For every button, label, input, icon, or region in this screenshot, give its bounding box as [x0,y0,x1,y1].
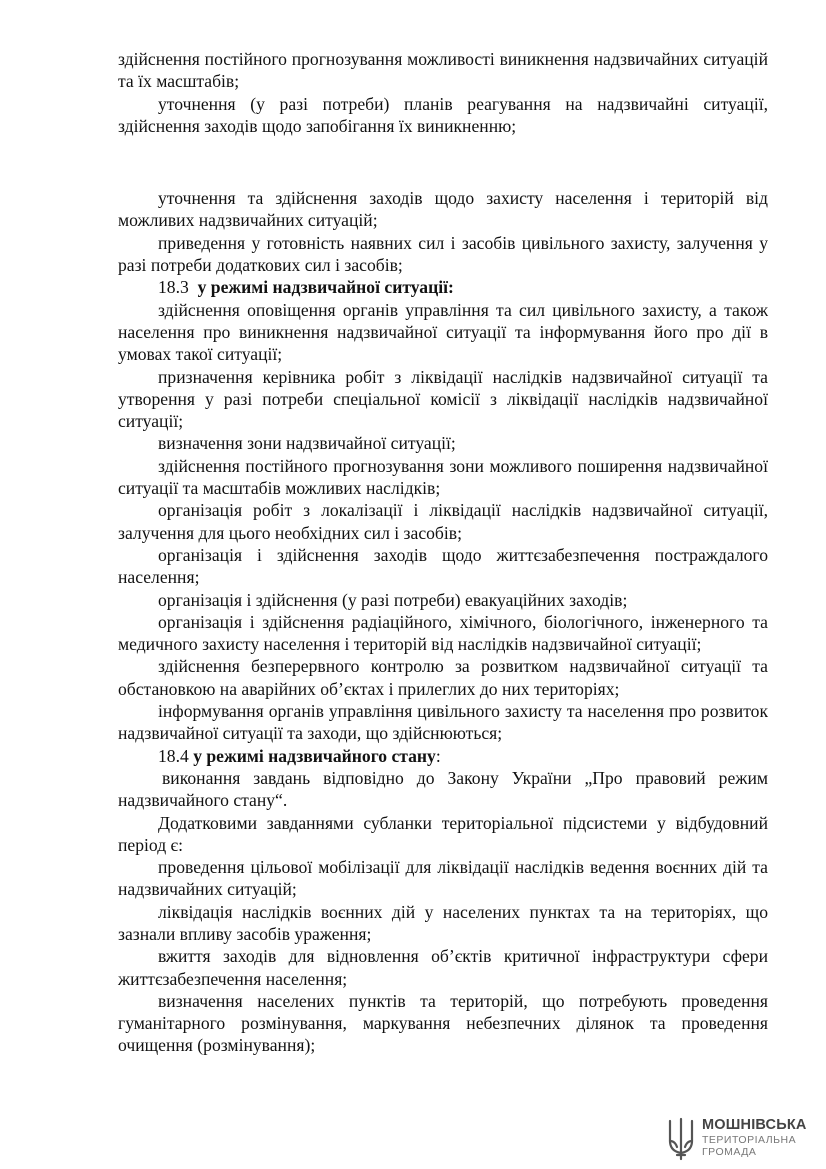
paragraph: ліквідація наслідків воєнних дій у населених пунктах та на територіях, що зазнали впливу засобів ураження; [118,901,768,944]
paragraph: інформування органів управління цивільного захисту та населення про розвиток надзвичайної ситуації та заходи, що здійснюються; [118,701,768,744]
paragraph: організація і здійснення радіаційного, хімічного, біологічного, інженерного та медичного захисту населення і територій від наслідків надзвичайної ситуації; [118,611,768,655]
paragraph: виконання завдань відповідно до Закону України „Про правовий режим надзвичайного стану“. [118,767,768,811]
logo-line2: ТЕРИТОРІАЛЬНА [702,1134,797,1146]
paragraph: Додатковими завданнями субланки територіальної підсистеми у відбудовний період є: [118,812,768,855]
paragraph: приведення у готовність наявних сил і засобів цивільного захисту, залучення у разі потреби додаткових сил і засобів; [118,232,768,276]
community-logo [666,1115,816,1163]
logo-title: МОШНІВСЬКА [702,1117,807,1133]
section-heading-18-3 [118,276,768,298]
paragraph: організація і здійснення заходів щодо життєзабезпечення постраждалого населення; [118,544,768,588]
paragraph: призначення керівника робіт з ліквідації наслідків надзвичайної ситуації та утворення у разі потреби спеціальної комісії з ліквідації наслідків надзвичайної ситуації; [118,366,768,432]
paragraph: організація і здійснення (у разі потреби) евакуаційних заходів; [158,589,628,610]
paragraph: здійснення оповіщення органів управління та сил цивільного захисту, а також населення про виникнення надзвичайної ситуації та інформування його про дії в умовах такої ситуації; [118,299,768,365]
paragraph: організація робіт з локалізації і ліквідації наслідків надзвичайної ситуації, залучення для цього необхідних сил і засобів; [118,500,768,543]
logo-subtitle [702,1134,796,1158]
spacer [118,137,768,187]
section-number: 18.3 [158,277,189,298]
paragraph: визначення населених пунктів та територій, що потребують проведення гуманітарного розмінування, маркування небезпечних ділянок та проведення очищення (розмінування); [118,990,768,1056]
section-colon: : [435,745,441,766]
section-number: 18.4 [158,745,189,766]
paragraph: уточнення та здійснення заходів щодо захисту населення і територій від можливих надзвичайних ситуацій; [118,188,768,231]
section-title: у режимі надзвичайної ситуації: [197,277,454,298]
paragraph: здійснення постійного прогнозування зони можливого поширення надзвичайної ситуації та масштабів можливих наслідків; [118,455,768,499]
paragraph: здійснення безперервного контролю за розвитком надзвичайної ситуації та обстановкою на аварійних об’єктах і прилеглих до них територіях; [118,656,768,699]
paragraph: проведення цільової мобілізації для ліквідації наслідків ведення воєнних дій та надзвичайних ситуацій; [118,857,768,900]
document-body [118,48,768,1057]
paragraph: вжиття заходів для відновлення об’єктів критичної інфраструктури сфери життєзабезпечення населення; [118,946,768,989]
section-title: у режимі надзвичайного стану [193,745,436,766]
trident-icon [666,1115,696,1161]
paragraph: визначення зони надзвичайної ситуації; [158,433,456,454]
section-heading-18-4 [118,745,768,767]
paragraph: уточнення (у разі потреби) планів реагування на надзвичайні ситуації, здійснення заходів щодо запобігання їх виникненню; [118,93,768,136]
logo-line3: ГРОМАДА [702,1146,757,1158]
paragraph: здійснення постійного прогнозування можливості виникнення надзвичайних ситуацій та їх масштабів; [118,49,768,92]
